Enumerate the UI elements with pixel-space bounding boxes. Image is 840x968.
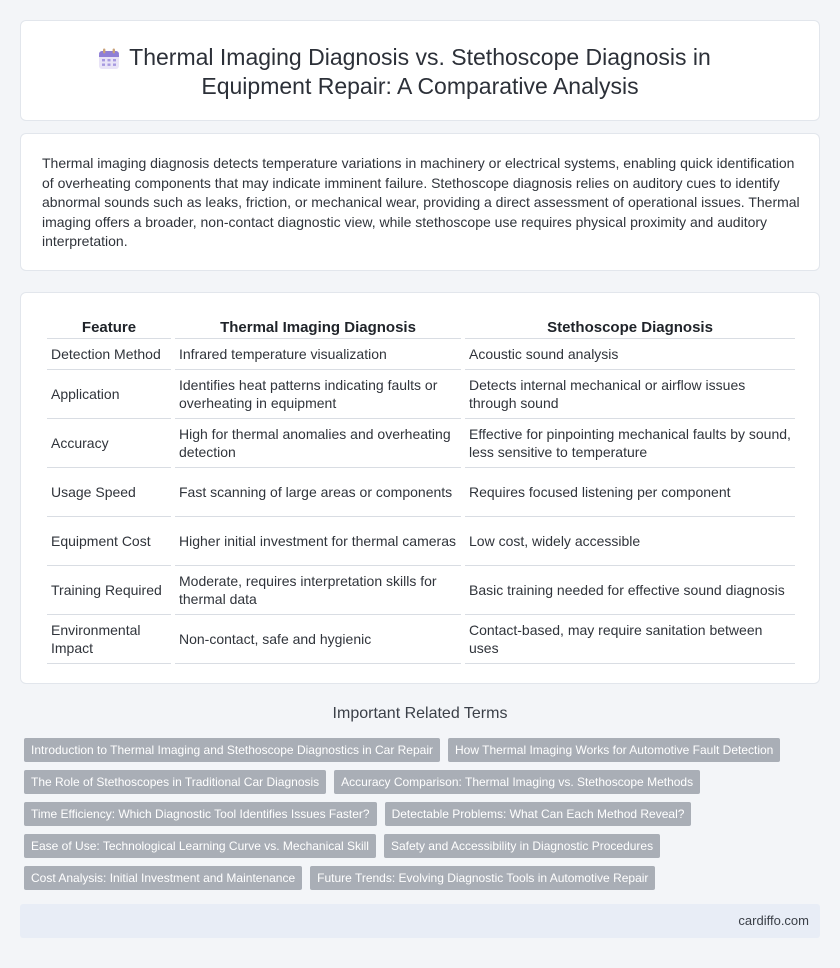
cell-stethoscope: Effective for pinpointing mechanical faults by sound, less sensitive to temperature	[465, 419, 795, 468]
cell-thermal: Moderate, requires interpretation skills for thermal data	[175, 566, 461, 615]
related-term-tag[interactable]: Detectable Problems: What Can Each Method Reveal?	[385, 802, 692, 826]
table-row	[47, 370, 795, 419]
cell-feature: Usage Speed	[47, 468, 171, 517]
related-terms-tags	[24, 738, 814, 898]
cell-stethoscope: Basic training needed for effective sound diagnosis	[465, 566, 795, 615]
summary-text: Thermal imaging diagnosis detects temperature variations in machinery or electrical systems, enabling quick identification of overheating components that may indicate imminent failure. Stethoscope diagnosis relies on auditory cues to identify abnormal sounds such as leaks, friction, or mechanical wear, providing a direct assessment of operational issues. Thermal imaging offers a broader, non-contact diagnostic view, while stethoscope use requires physical proximity and auditory interpretation.	[42, 155, 800, 249]
page-title-line-2: Equipment Repair: A Comparative Analysis	[201, 73, 639, 99]
cell-thermal: Non-contact, safe and hygienic	[175, 615, 461, 664]
header-thermal: Thermal Imaging Diagnosis	[175, 315, 461, 339]
cell-feature: Application	[47, 370, 171, 419]
related-term-tag[interactable]: Safety and Accessibility in Diagnostic Procedures	[384, 834, 660, 858]
cell-feature: Equipment Cost	[47, 517, 171, 566]
comparison-table-card	[20, 292, 820, 684]
tag-row	[24, 834, 814, 858]
page-title	[21, 43, 819, 101]
table-row	[47, 468, 795, 517]
cell-feature: Training Required	[47, 566, 171, 615]
tag-row	[24, 738, 814, 762]
tag-row	[24, 866, 814, 890]
related-term-tag[interactable]: Ease of Use: Technological Learning Curve vs. Mechanical Skill	[24, 834, 376, 858]
table-header-row	[47, 315, 795, 339]
cell-thermal: Identifies heat patterns indicating faults or overheating in equipment	[175, 370, 461, 419]
related-term-tag[interactable]: The Role of Stethoscopes in Traditional Car Diagnosis	[24, 770, 326, 794]
header-card	[20, 20, 820, 121]
summary-card	[20, 133, 820, 271]
footer	[20, 904, 820, 938]
cell-thermal: Higher initial investment for thermal cameras	[175, 517, 461, 566]
header-stethoscope: Stethoscope Diagnosis	[465, 315, 795, 339]
cell-feature: Accuracy	[47, 419, 171, 468]
cell-stethoscope: Acoustic sound analysis	[465, 339, 795, 370]
cell-thermal: Fast scanning of large areas or components	[175, 468, 461, 517]
table-row	[47, 517, 795, 566]
related-terms-title: Important Related Terms	[332, 705, 508, 722]
cell-stethoscope: Contact-based, may require sanitation between uses	[465, 615, 795, 664]
cell-stethoscope: Requires focused listening per component	[465, 468, 795, 517]
cell-thermal: High for thermal anomalies and overheating detection	[175, 419, 461, 468]
footer-site-link[interactable]: cardiffo.com	[738, 913, 809, 928]
tag-row	[24, 802, 814, 826]
table-row	[47, 566, 795, 615]
comparison-table	[43, 315, 799, 664]
tag-row	[24, 770, 814, 794]
header-feature: Feature	[47, 315, 171, 339]
cell-thermal: Infrared temperature visualization	[175, 339, 461, 370]
related-term-tag[interactable]: Time Efficiency: Which Diagnostic Tool Identifies Issues Faster?	[24, 802, 377, 826]
page-title-line-1: Thermal Imaging Diagnosis vs. Stethoscope Diagnosis in	[129, 44, 711, 70]
related-term-tag[interactable]: Accuracy Comparison: Thermal Imaging vs. Stethoscope Methods	[334, 770, 700, 794]
table-row	[47, 419, 795, 468]
related-term-tag[interactable]: Cost Analysis: Initial Investment and Maintenance	[24, 866, 302, 890]
related-term-tag[interactable]: How Thermal Imaging Works for Automotive Fault Detection	[448, 738, 780, 762]
related-term-tag[interactable]: Introduction to Thermal Imaging and Stethoscope Diagnostics in Car Repair	[24, 738, 440, 762]
cell-stethoscope: Detects internal mechanical or airflow issues through sound	[465, 370, 795, 419]
cell-stethoscope: Low cost, widely accessible	[465, 517, 795, 566]
cell-feature: Detection Method	[47, 339, 171, 370]
table-row	[47, 339, 795, 370]
related-term-tag[interactable]: Future Trends: Evolving Diagnostic Tools in Automotive Repair	[310, 866, 655, 890]
cell-feature: Environmental Impact	[47, 615, 171, 664]
table-row	[47, 615, 795, 664]
